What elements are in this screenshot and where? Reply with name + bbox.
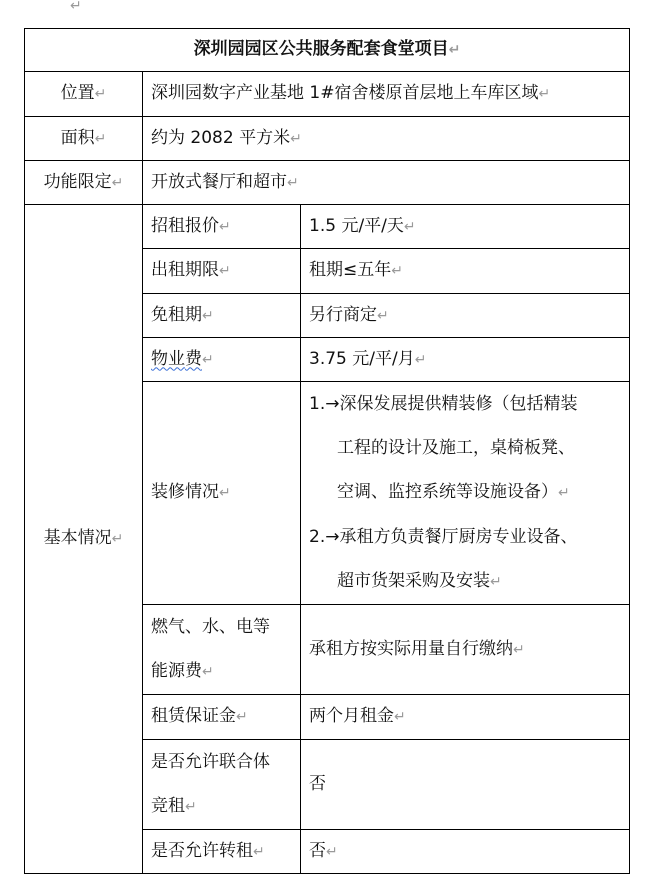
title-row	[25, 29, 630, 72]
term-value: 租期≤五年↵	[301, 249, 630, 294]
location-row	[25, 72, 630, 117]
function-value: 开放式餐厅和超市↵	[143, 161, 630, 205]
joint-bid-label: 是否允许联合体 竞租↵	[143, 740, 301, 830]
function-row	[25, 161, 630, 205]
area-value: 约为 2082 平方米↵	[143, 117, 630, 161]
decoration-value: 1.→深保发展提供精装修（包括精装 工程的设计及施工，桌椅板凳、 空调、监控系统等设施设备）↵ 2.→承租方负责餐厅厨房专业设备、 超市货架采购及安装↵	[301, 382, 630, 605]
sublet-label: 是否允许转租↵	[143, 830, 301, 874]
rent-value: 1.5 元/平/天↵	[301, 205, 630, 249]
table-title: 深圳园园区公共服务配套食堂项目↵	[25, 29, 630, 72]
rent-row	[25, 205, 630, 249]
rent-label: 招租报价↵	[143, 205, 301, 249]
decoration-label: 装修情况↵	[143, 382, 301, 605]
free-period-value: 另行商定↵	[301, 294, 630, 338]
term-label: 出租期限↵	[143, 249, 301, 294]
energy-fee-value: 承租方按实际用量自行缴纳↵	[301, 605, 630, 695]
free-period-label: 免租期↵	[143, 294, 301, 338]
project-table	[24, 28, 630, 874]
paragraph-mark: ↵	[70, 0, 82, 14]
location-label: 位置↵	[25, 72, 143, 117]
energy-fee-label: 燃气、水、电等 能源费↵	[143, 605, 301, 695]
basic-info-label: 基本情况↵	[25, 205, 143, 874]
property-fee-value: 3.75 元/平/月↵	[301, 338, 630, 382]
area-row	[25, 117, 630, 161]
sublet-value: 否↵	[301, 830, 630, 874]
joint-bid-value: 否	[301, 740, 630, 830]
property-fee-label: 物业费↵	[143, 338, 301, 382]
deposit-label: 租赁保证金↵	[143, 695, 301, 740]
deposit-value: 两个月租金↵	[301, 695, 630, 740]
area-label: 面积↵	[25, 117, 143, 161]
function-label: 功能限定↵	[25, 161, 143, 205]
location-value: 深圳园数字产业基地 1#宿舍楼原首层地上车库区域↵	[143, 72, 630, 117]
